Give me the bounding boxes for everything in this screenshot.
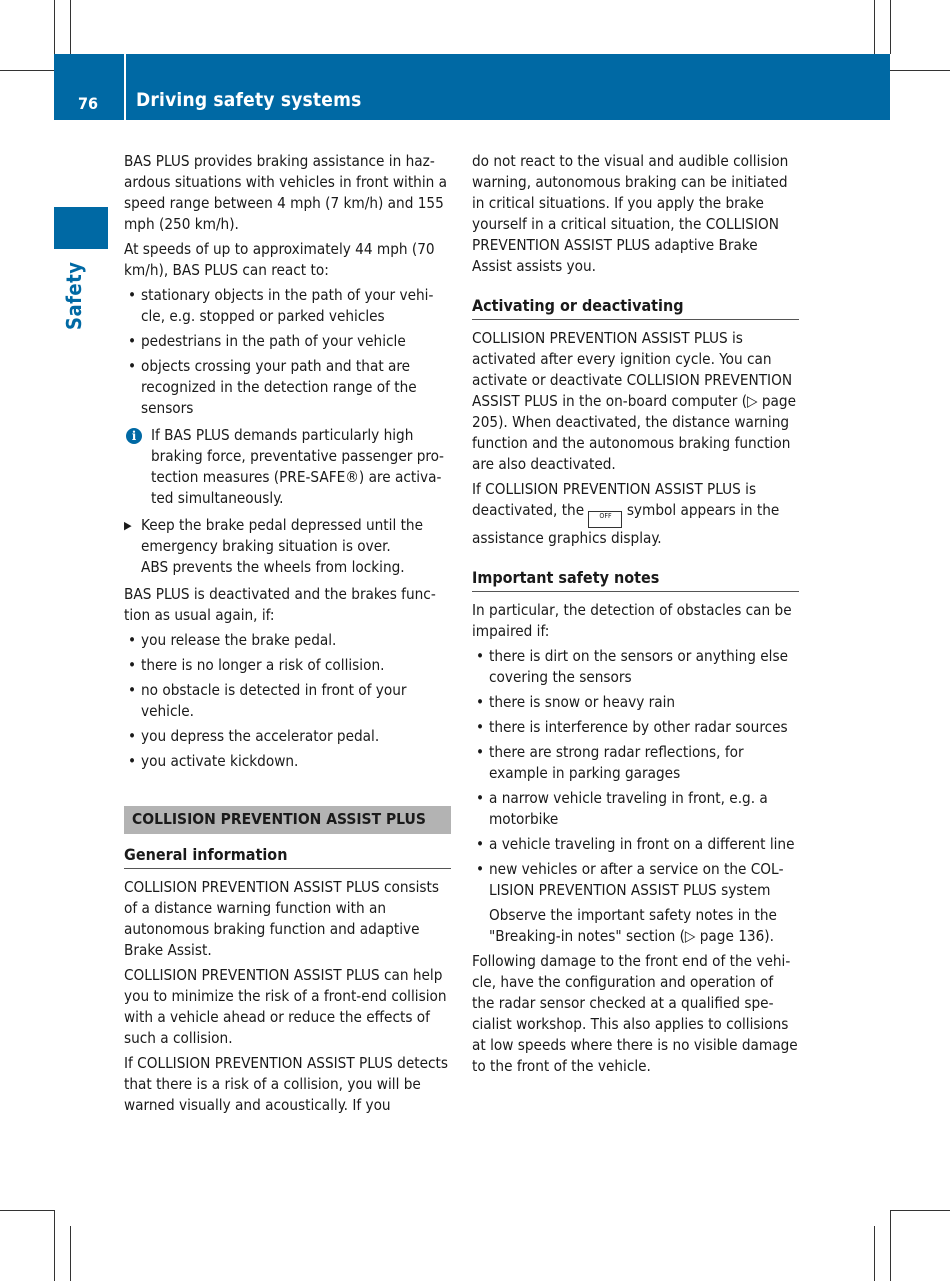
paragraph: COLLISION PREVENTION ASSIST PLUS consists of a distance warning function with an autonomous braking function and adaptive Brake Assist. [124,878,440,959]
crop-mark [0,70,54,71]
paragraph: do not react to the visual and audible collision warning, autonomous braking can be initiated in critical situations. If you apply the brake yourself in a critical situation, the COLLISION PREVENTION ASSIST PLUS adaptive Brake Assist assists you. [472,152,789,275]
list-item: • there is interference by other radar sources [472,717,799,738]
info-icon: i [126,428,142,444]
deactivate-list [124,630,451,772]
list-item: • new vehicles or after a service on the COLLISION PREVENTION ASSIST PLUS system [472,859,799,901]
react-list [124,285,451,419]
section-title: COLLISION PREVENTION ASSIST PLUS [124,806,451,834]
page-header [54,54,890,120]
paragraph: If COLLISION PREVENTION ASSIST PLUS detects that there is a risk of a collision, you will be warned visually and acoustically. If you [124,1054,448,1114]
crop-mark [890,1210,950,1211]
paragraph: COLLISION PREVENTION ASSIST PLUS can help you to minimize the risk of a front-end collision with a vehicle ahead or reduce the effects of such a collision. [124,966,447,1047]
subsection-heading: General information [124,844,451,869]
paragraph: Following damage to the front end of the vehicle, have the configuration and operation of the radar sensor checked at a qualified specialist workshop. This also applies to collisions at low speeds where there is no visible damage to the front of the vehicle. [472,952,798,1075]
list-item: • objects crossing your path and that are recognized in the detection range of the sensors [124,356,451,419]
page-title: Driving safety systems [136,89,362,111]
list-item: • there is dirt on the sensors or anything else covering the sensors [472,646,799,688]
list-item: • a vehicle traveling in front on a different line [472,834,799,855]
step-result: ABS prevents the wheels from locking. [141,558,405,576]
crop-mark [70,1226,71,1281]
crop-mark [890,1210,891,1281]
list-item: • stationary objects in the path of your vehicle, e.g. stopped or parked vehicles [124,285,451,327]
list-item: • a narrow vehicle traveling in front, e.g. a motorbike [472,788,799,830]
list-item: • no obstacle is detected in front of your vehicle. [124,680,451,722]
info-note-text: If BAS PLUS demands particularly high braking force, preventative passenger protection measures (PRE-SAFE®) are activated simultaneously. [151,426,444,507]
section-tab-marker [54,207,108,249]
crop-mark [54,0,55,54]
header-divider [124,54,126,120]
instruction-step [124,515,451,578]
collision-prevention-off-icon [588,511,622,528]
paragraph: BAS PLUS is deactivated and the brakes function as usual again, if: [124,585,436,624]
crop-mark [70,0,71,54]
list-item: • you activate kickdown. [124,751,451,772]
crop-mark [874,0,875,54]
list-item: • you release the brake pedal. [124,630,451,651]
list-item: • pedestrians in the path of your vehicle [124,331,451,352]
section-tab-label: Safety [62,261,86,330]
subsection-heading: Important safety notes [472,567,799,592]
crop-mark [874,1226,875,1281]
paragraph: In particular, the detection of obstacles can be impaired if: [472,601,792,640]
symbol-label: OFF [599,512,612,520]
text-span: If COLLISION PREVENTION ASSIST PLUS is deactivated, the [472,480,757,519]
step-arrow-icon: ▶ [124,519,132,532]
paragraph: BAS PLUS provides braking assistance in hazardous situations with vehicles in front within a speed range between 4 mph (7 km/h) and 155 mph (250 km/h). [124,152,448,233]
paragraph [472,479,799,549]
impairment-list [472,646,799,901]
page-number: 76 [77,94,99,113]
info-note [124,425,451,509]
observe-note: Observe the important safety notes in the "Breaking-in notes" section (▷ page 136). [489,906,777,945]
subsection-heading: Activating or deactivating [472,295,799,320]
paragraph: COLLISION PREVENTION ASSIST PLUS is activated after every ignition cycle. You can activate or deactivate COLLISION PREVENTION ASSIST PLUS in the on-board computer (▷ page 205). When deactivated, the distance warning function and the autonomous braking function are also deactivated. [472,329,797,473]
crop-mark [890,70,950,71]
crop-mark [54,1210,55,1281]
left-column [124,151,451,1120]
crop-mark [0,1210,54,1211]
crop-mark [890,0,891,54]
list-item: • there is no longer a risk of collision. [124,655,451,676]
list-item: • there is snow or heavy rain [472,692,799,713]
paragraph: At speeds of up to approximately 44 mph (70 km/h), BAS PLUS can react to: [124,240,435,279]
step-text: Keep the brake pedal depressed until the emergency braking situation is over. [141,516,423,555]
text-span: symbol appears in the assistance graphics display. [472,501,780,547]
right-column [472,151,799,1081]
list-item: • there are strong radar reflections, for example in parking garages [472,742,799,784]
list-item: • you depress the accelerator pedal. [124,726,451,747]
